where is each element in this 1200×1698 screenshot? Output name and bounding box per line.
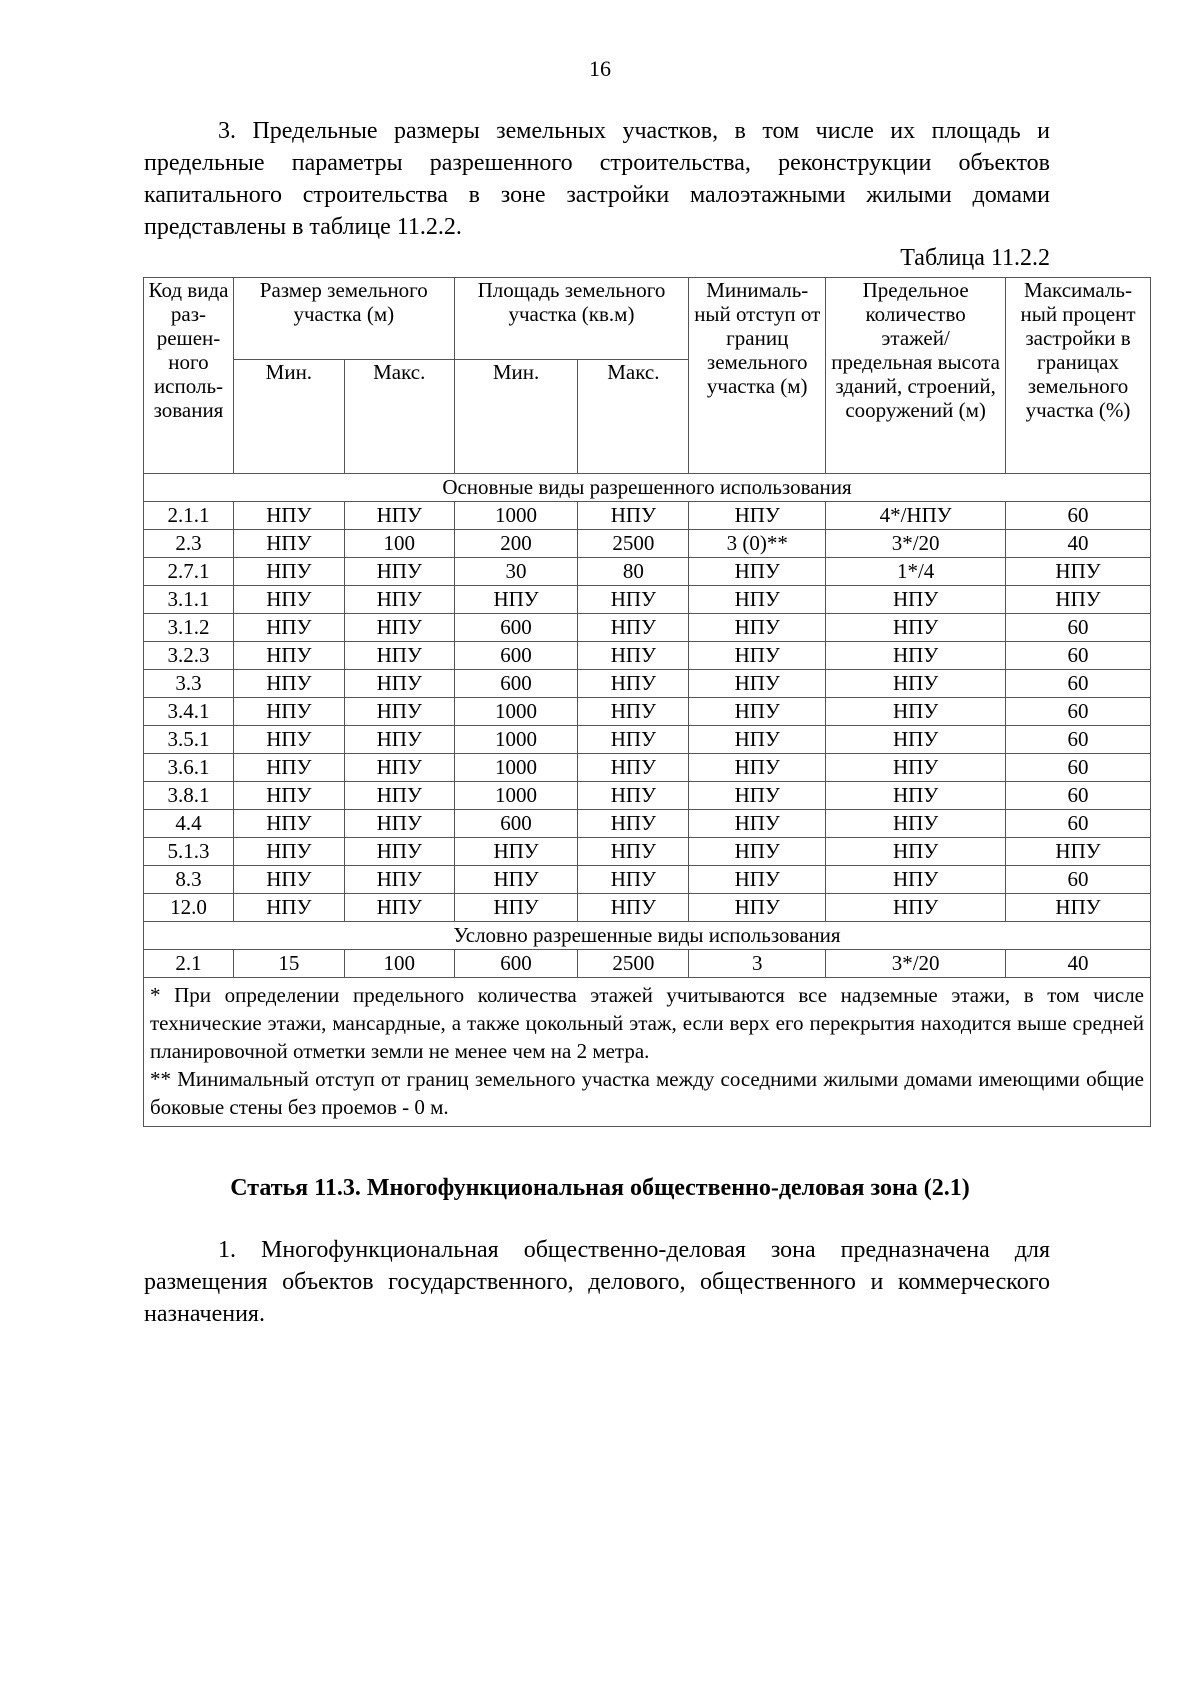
table-cell: НПУ [233, 530, 344, 558]
table-cell: НПУ [233, 782, 344, 810]
table-cell: 40 [1006, 530, 1151, 558]
table-cell: НПУ [578, 726, 689, 754]
table-cell: НПУ [454, 894, 578, 922]
table-cell: НПУ [689, 586, 826, 614]
table-cell: НПУ [233, 586, 344, 614]
table-row [144, 698, 1151, 726]
table-cell: 60 [1006, 642, 1151, 670]
table-cell: НПУ [826, 670, 1006, 698]
table-cell: НПУ [578, 782, 689, 810]
table-cell: НПУ [454, 866, 578, 894]
table-cell: НПУ [689, 614, 826, 642]
table-cell: НПУ [689, 894, 826, 922]
table-cell: 2.3 [144, 530, 234, 558]
table-cell: НПУ [233, 810, 344, 838]
table-cell: 3*/20 [826, 530, 1006, 558]
table-cell: НПУ [344, 726, 454, 754]
table-row [144, 586, 1151, 614]
table-cell: 2.1.1 [144, 502, 234, 530]
table-cell: НПУ [344, 698, 454, 726]
table-cell: НПУ [689, 754, 826, 782]
table-cell: 2500 [578, 950, 689, 978]
table-cell: НПУ [1006, 558, 1151, 586]
table-cell: 2.7.1 [144, 558, 234, 586]
table-cell: 3 [689, 950, 826, 978]
table-cell: НПУ [578, 502, 689, 530]
table-body-conditional [144, 922, 1151, 978]
header-area-min: Мин. [454, 360, 578, 474]
table-cell: НПУ [454, 586, 578, 614]
table-row [144, 754, 1151, 782]
table-body-main [144, 474, 1151, 922]
table-cell: НПУ [344, 810, 454, 838]
table-cell: 8.3 [144, 866, 234, 894]
table-cell: НПУ [1006, 586, 1151, 614]
section-main-uses: Основные виды разрешенного использования [144, 474, 1151, 502]
table-caption: Таблица 11.2.2 [900, 245, 1050, 271]
table-cell: НПУ [1006, 894, 1151, 922]
table-cell: НПУ [233, 754, 344, 782]
table-cell: 3*/20 [826, 950, 1006, 978]
table-row [144, 642, 1151, 670]
table-cell: НПУ [578, 754, 689, 782]
table-cell: 3.4.1 [144, 698, 234, 726]
table-cell: НПУ [344, 614, 454, 642]
table-cell: 1000 [454, 502, 578, 530]
table-cell: НПУ [689, 502, 826, 530]
table-cell: 15 [233, 950, 344, 978]
table-cell: НПУ [826, 866, 1006, 894]
table-cell: НПУ [233, 726, 344, 754]
table-cell: НПУ [578, 838, 689, 866]
table-row [144, 530, 1151, 558]
header-plot-area: Площадь земельного участка (кв.м) [454, 278, 689, 360]
table-cell: 3 (0)** [689, 530, 826, 558]
table-row [144, 726, 1151, 754]
table-cell: 1000 [454, 726, 578, 754]
section-conditional-uses: Условно разрешенные виды использования [144, 922, 1151, 950]
header-min-setback: Минималь-ный отступ от границ земельного участка (м) [689, 278, 826, 474]
table-row [144, 558, 1151, 586]
table-row [144, 950, 1151, 978]
table-cell: 4.4 [144, 810, 234, 838]
table-cell: НПУ [233, 670, 344, 698]
table-cell: 60 [1006, 698, 1151, 726]
table-note-setback: ** Минимальный отступ от границ земельного участка между соседними жилыми домами имеющими общие боковые стены без проемов - 0 м. [150, 1067, 1144, 1119]
table-cell: 3.6.1 [144, 754, 234, 782]
table-cell: НПУ [689, 810, 826, 838]
table-cell: 3.1.1 [144, 586, 234, 614]
article-paragraph: 1. Многофункциональная общественно-деловая зона предназначена для размещения объектов государственного, делового, общественного и коммерческого назначения. [144, 1237, 1050, 1327]
table-cell: 40 [1006, 950, 1151, 978]
table-cell: НПУ [344, 642, 454, 670]
header-area-max: Макс. [578, 360, 689, 474]
table-cell: НПУ [233, 698, 344, 726]
page-number: 16 [589, 56, 611, 81]
table-cell: 30 [454, 558, 578, 586]
table-cell: 3.5.1 [144, 726, 234, 754]
table-cell: 100 [344, 530, 454, 558]
table-row [144, 502, 1151, 530]
table-cell: 60 [1006, 866, 1151, 894]
table-cell: НПУ [689, 698, 826, 726]
table-cell: 60 [1006, 782, 1151, 810]
table-cell: НПУ [826, 754, 1006, 782]
table-cell: 3.2.3 [144, 642, 234, 670]
table-cell: НПУ [578, 810, 689, 838]
table-cell: НПУ [344, 558, 454, 586]
table-cell: НПУ [826, 838, 1006, 866]
table-cell: 1000 [454, 698, 578, 726]
table-cell: НПУ [344, 782, 454, 810]
table-cell: НПУ [826, 614, 1006, 642]
table-cell: НПУ [826, 698, 1006, 726]
table-cell: НПУ [344, 502, 454, 530]
table-cell: 1000 [454, 782, 578, 810]
header-code: Код вида раз-решен-ного исполь-зования [144, 278, 234, 474]
table-row [144, 838, 1151, 866]
table-cell: НПУ [689, 726, 826, 754]
table-cell: 600 [454, 642, 578, 670]
table-cell: НПУ [344, 586, 454, 614]
table-cell: 60 [1006, 810, 1151, 838]
article-heading: Статья 11.3. Многофункциональная общественно-деловая зона (2.1) [230, 1175, 970, 1201]
table-cell: 1000 [454, 754, 578, 782]
table-cell: НПУ [689, 670, 826, 698]
table-cell: НПУ [689, 558, 826, 586]
table-cell: 2500 [578, 530, 689, 558]
table-cell: НПУ [578, 642, 689, 670]
table-cell: НПУ [826, 642, 1006, 670]
table-cell: НПУ [1006, 838, 1151, 866]
table-cell: НПУ [233, 866, 344, 894]
table-note-floors: * При определении предельного количества этажей учитываются все надземные этажи, в том числе технические этажи, мансардные, а также цокольный этаж, если верх его перекрытия находится выше средней планировочной отметки земли не менее чем на 2 метра. [150, 983, 1144, 1063]
table-cell: НПУ [233, 642, 344, 670]
table-cell: 60 [1006, 754, 1151, 782]
table-cell: 200 [454, 530, 578, 558]
parameters-table [143, 277, 1151, 1127]
table-cell: 3.1.2 [144, 614, 234, 642]
table-cell: 12.0 [144, 894, 234, 922]
table-cell: НПУ [689, 642, 826, 670]
table-cell: 3.8.1 [144, 782, 234, 810]
header-max-coverage: Максималь-ный процент застройки в границах земельного участка (%) [1006, 278, 1151, 474]
table-notes [144, 978, 1151, 1127]
table-cell: НПУ [689, 866, 826, 894]
table-cell: НПУ [826, 894, 1006, 922]
table-row [144, 782, 1151, 810]
table-cell: 100 [344, 950, 454, 978]
table-cell: НПУ [233, 614, 344, 642]
table-cell: НПУ [344, 866, 454, 894]
table-row [144, 810, 1151, 838]
table-cell: 3.3 [144, 670, 234, 698]
table-cell: НПУ [826, 782, 1006, 810]
table-cell: 5.1.3 [144, 838, 234, 866]
table-cell: 4*/НПУ [826, 502, 1006, 530]
table-cell: НПУ [344, 754, 454, 782]
table-cell: 2.1 [144, 950, 234, 978]
table-cell: 600 [454, 950, 578, 978]
table-cell: 600 [454, 614, 578, 642]
intro-paragraph: 3. Предельные размеры земельных участков, в том числе их площадь и предельные параметры разрешенного строительства, реконструкции объектов капитального строительства в зоне застройки малоэтажными жилыми домами представлены в таблице 11.2.2. [144, 118, 1050, 240]
table-cell: НПУ [233, 838, 344, 866]
table-cell: НПУ [826, 810, 1006, 838]
table-cell: НПУ [233, 894, 344, 922]
table-cell: 600 [454, 810, 578, 838]
table-cell: 1*/4 [826, 558, 1006, 586]
table-cell: НПУ [578, 614, 689, 642]
table-cell: 80 [578, 558, 689, 586]
table-cell: НПУ [689, 782, 826, 810]
header-size-max: Макс. [344, 360, 454, 474]
table-cell: НПУ [454, 838, 578, 866]
table-cell: НПУ [826, 726, 1006, 754]
table-cell: НПУ [689, 838, 826, 866]
table-cell: 60 [1006, 614, 1151, 642]
table-cell: НПУ [344, 838, 454, 866]
table-cell: 60 [1006, 726, 1151, 754]
table-cell: НПУ [344, 894, 454, 922]
table-cell: 60 [1006, 502, 1151, 530]
table-cell: НПУ [578, 894, 689, 922]
table-cell: НПУ [578, 670, 689, 698]
table-cell: НПУ [344, 670, 454, 698]
header-size-min: Мин. [233, 360, 344, 474]
table-row [144, 866, 1151, 894]
table-cell: НПУ [826, 586, 1006, 614]
table-row [144, 894, 1151, 922]
table-cell: НПУ [578, 586, 689, 614]
table-cell: НПУ [578, 866, 689, 894]
table-cell: НПУ [233, 558, 344, 586]
table-cell: НПУ [233, 502, 344, 530]
header-plot-size: Размер земельного участка (м) [233, 278, 454, 360]
table-cell: 600 [454, 670, 578, 698]
table-row [144, 670, 1151, 698]
table-cell: 60 [1006, 670, 1151, 698]
header-max-floors: Предельное количество этажей/ предельная высота зданий, строений, сооружений (м) [826, 278, 1006, 474]
table-row [144, 614, 1151, 642]
table-cell: НПУ [578, 698, 689, 726]
